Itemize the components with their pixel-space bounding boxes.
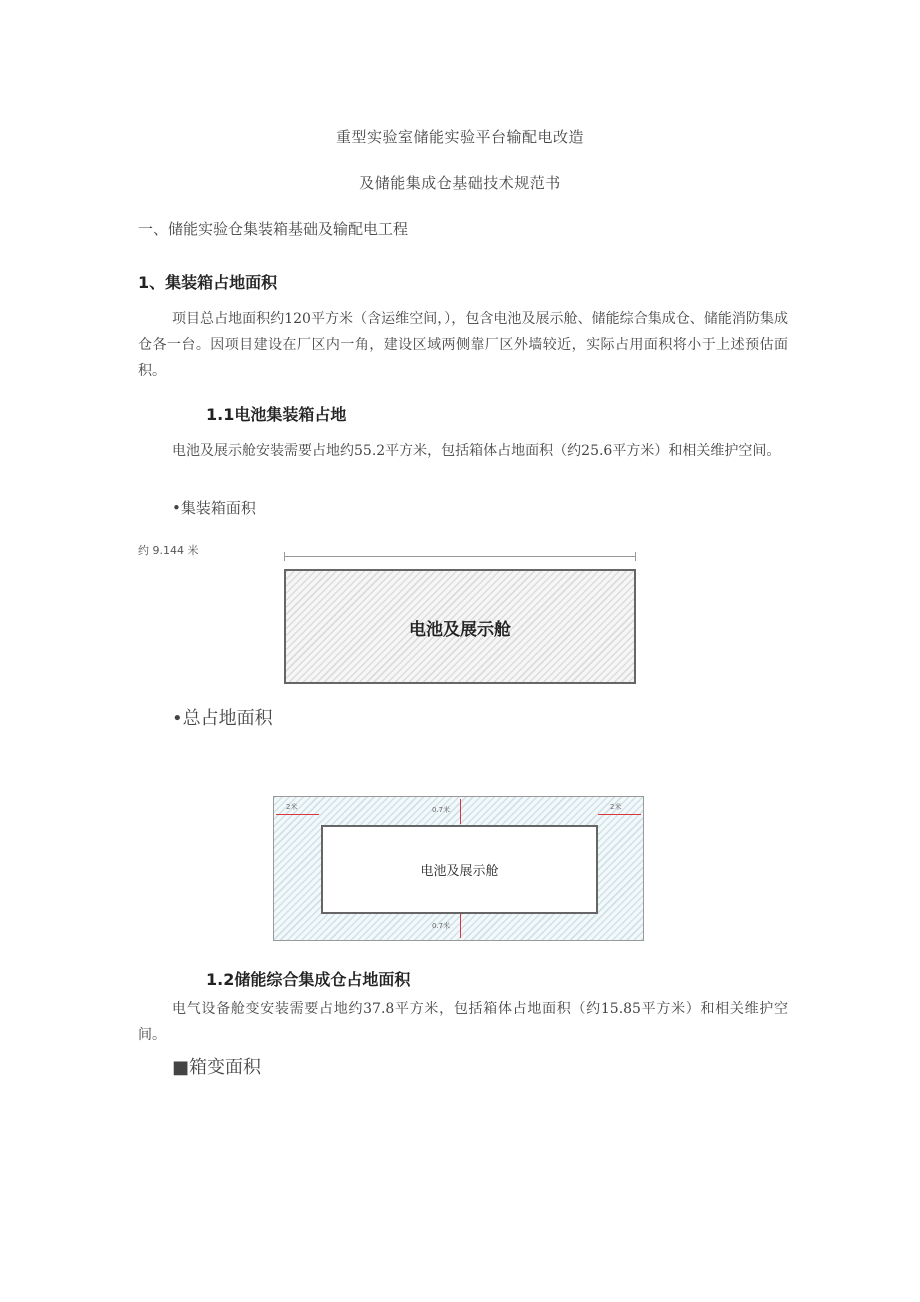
bottom-dimension-line (460, 914, 461, 938)
left-dimension-line (276, 814, 319, 815)
bullet-box-transformer-area: ■箱变面积 (172, 1057, 262, 1078)
top-dimension-label: 0.7米 (432, 806, 451, 814)
doc-title-line2: 及储能集成仓基础技术规范书 (359, 174, 561, 192)
top-dimension-line (460, 799, 461, 824)
left-dimension-label: 2米 (286, 803, 298, 811)
container-diagram (284, 556, 636, 684)
dimension-line (284, 556, 636, 557)
doc-title-line1: 重型实验室储能实验平台输配电改造 (335, 128, 584, 146)
bullet-total-area: •总占地面积 (172, 708, 273, 729)
heading-1: 1、集装箱占地面积 (138, 273, 278, 292)
heading-1-1: 1.1电池集装箱占地 (206, 405, 347, 424)
footprint-cabin-box (321, 825, 598, 914)
heading-1-2: 1.2储能综合集成仓占地面积 (206, 970, 411, 989)
right-dimension-label: 2米 (610, 803, 622, 811)
footprint-cabin-label: 电池及展示舱 (420, 864, 499, 879)
paragraph-3: 电气设备舱变安装需要占地约37.8平方米，包括箱体占地面积（约15.85平方米）和相关维护空间。 (138, 1001, 788, 1043)
battery-cabin-box (284, 569, 636, 684)
bullet-container-area: •集装箱面积 (172, 499, 256, 517)
right-dimension-line (598, 814, 641, 815)
dimension-tick-left (284, 552, 285, 561)
section-heading: 一、储能实验仓集装箱基础及输配电工程 (138, 220, 409, 238)
bottom-dimension-label: 0.7米 (432, 922, 451, 930)
paragraph-1: 项目总占地面积约120平方米（含运维空间，），包含电池及展示舱、储能综合集成仓、储能消防集成仓各一台。因项目建设在厂区内一角，建设区域两侧靠厂区外墙较近，实际占用面积将小于上述预估面积。 (138, 311, 788, 379)
dimension-tick-right (635, 552, 636, 561)
battery-cabin-label: 电池及展示舱 (409, 620, 511, 640)
dimension-label: 约 9.144 米 (138, 544, 199, 557)
paragraph-2: 电池及展示舱安装需要占地约55.2平方米，包括箱体占地面积（约25.6平方米）和相关维护空间。 (172, 443, 781, 459)
footprint-diagram (273, 796, 644, 941)
